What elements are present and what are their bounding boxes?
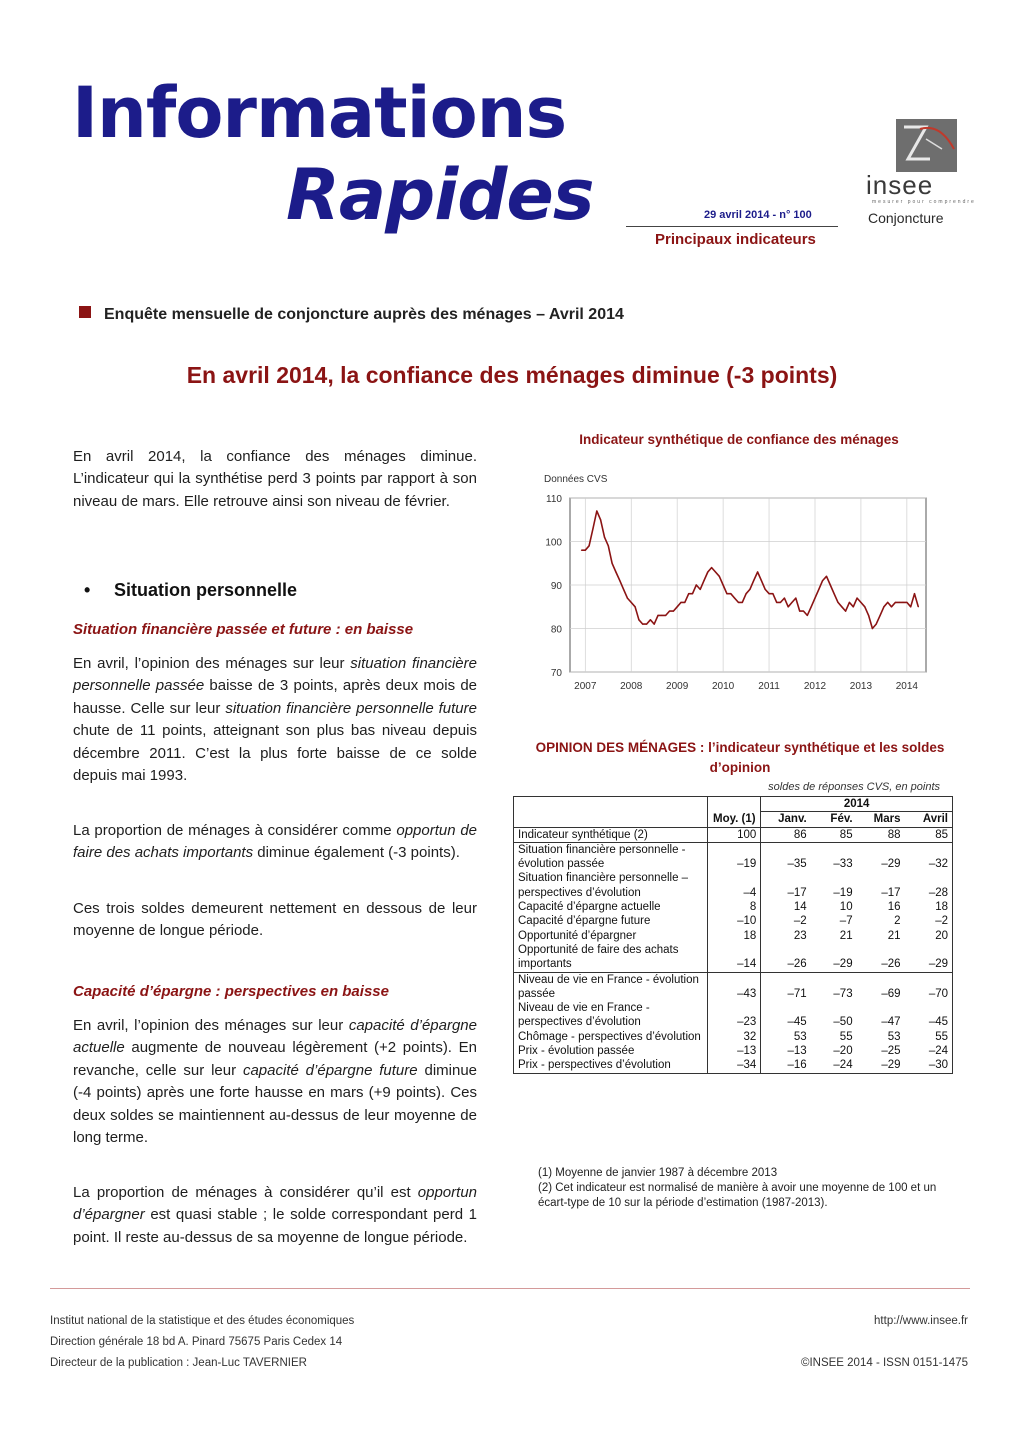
chart-ytick-label: 110	[546, 494, 562, 505]
table-row	[514, 871, 953, 900]
chart-point	[826, 576, 827, 577]
chart-xtick-label: 2008	[620, 681, 643, 692]
table-row-label: Niveau de vie en France - évolution passée	[514, 972, 708, 1001]
chart-point	[780, 602, 781, 603]
chart-point	[688, 593, 689, 594]
chart-ytick-label: 80	[550, 624, 562, 636]
chart-point	[776, 602, 777, 603]
chart-point	[592, 528, 593, 529]
table-cell: –26	[881, 958, 901, 971]
table-header-fev: Fév.	[811, 812, 857, 827]
chart-point	[669, 611, 670, 612]
chart-point	[784, 598, 785, 599]
headline: En avril 2014, la confiance des ménages diminue (-3 points)	[186, 362, 838, 388]
table-row-label: Opportunité de faire des achats importants	[514, 943, 708, 972]
table-cell: 55	[839, 1030, 853, 1043]
table-header-janv: Janv.	[761, 812, 811, 827]
table-cell: –17	[881, 886, 901, 899]
table-cell: –13	[708, 1044, 761, 1058]
section-title: Situation personnelle	[114, 580, 298, 600]
table-cell: 85	[839, 828, 853, 841]
table-year-header: 2014	[761, 797, 953, 812]
table-cell: –24	[905, 1044, 953, 1058]
chart-series-line	[582, 511, 919, 629]
chart-point	[604, 537, 605, 538]
chart-point	[692, 593, 693, 594]
chart-point	[746, 593, 747, 594]
table-cell: –50	[833, 1016, 853, 1029]
paragraph-epargner: La proportion de ménages à considérer qu’il est opportun d’épargner est quasi stable ; le solde correspondant perd 1 point. Il reste au-dessus de sa moyenne de longue période.	[73, 1184, 477, 1246]
table-cell: –4	[708, 871, 761, 900]
chart-point	[887, 602, 888, 603]
masthead-subtitle: Principaux indicateurs	[655, 231, 816, 248]
masthead-title-line2: Rapides	[286, 154, 594, 236]
chart-point	[788, 606, 789, 607]
table-row-label: Opportunité d’épargner	[514, 929, 708, 943]
chart-point	[883, 606, 884, 607]
table-row	[514, 842, 953, 871]
chart-point	[650, 619, 651, 620]
table-cell: –10	[708, 914, 761, 928]
table-row	[514, 914, 953, 928]
table-cell: 86	[761, 827, 811, 842]
table-row-label: Niveau de vie en France - perspectives d’évolution	[514, 1001, 708, 1030]
table-footnote-2: (2) Cet indicateur est normalisé de manière à avoir une moyenne de 100 et un écart-type de 10 sur la période d’estimation (1987-2013).	[538, 1182, 937, 1209]
chart-point	[860, 602, 861, 603]
chart-point	[834, 593, 835, 594]
footer-institute: Institut national de la statistique et des études économiques	[50, 1315, 355, 1327]
table-cell: –19	[708, 842, 761, 871]
table-cell: 2	[894, 915, 901, 928]
chart-xtick-label: 2007	[574, 681, 597, 692]
chart-point	[677, 606, 678, 607]
table-cell: 53	[887, 1030, 901, 1043]
table-cell: –2	[905, 914, 953, 928]
chart-point	[864, 606, 865, 607]
table-cell: 85	[905, 827, 953, 842]
chart-point	[738, 602, 739, 603]
table-cell: 18	[708, 929, 761, 943]
chart-point	[615, 571, 616, 572]
chart-point	[711, 567, 712, 568]
chart-point	[631, 602, 632, 603]
table-cell: 32	[708, 1030, 761, 1044]
table-cell: –35	[761, 842, 811, 871]
table-cell: –71	[761, 972, 811, 1001]
chart-point	[654, 624, 655, 625]
chart-xtick-label: 2012	[803, 681, 827, 692]
chart-point	[895, 602, 896, 603]
chart-point	[803, 611, 804, 612]
chart-point	[707, 571, 708, 572]
table-cell: –2	[761, 914, 811, 928]
chart-point	[600, 519, 601, 520]
table-cell: –32	[905, 842, 953, 871]
chart-point	[849, 602, 850, 603]
table-footnotes	[538, 1166, 938, 1211]
chart-point	[891, 606, 892, 607]
chart-point	[902, 602, 903, 603]
chart-point	[581, 550, 582, 551]
chart-xtick-label: 2010	[711, 681, 735, 692]
chart-xtick-label: 2009	[666, 681, 689, 692]
chart-point	[623, 589, 624, 590]
table-cell: –16	[761, 1058, 811, 1073]
issue-date: 29 avril 2014 - n° 100	[704, 209, 812, 221]
chart-point	[791, 602, 792, 603]
section-bullet-icon: •	[84, 580, 91, 600]
table-cell: –47	[881, 1016, 901, 1029]
masthead-title-line1: Informations	[72, 72, 567, 154]
table-cell: 14	[761, 900, 811, 914]
table-row	[514, 827, 953, 842]
chart-point	[757, 571, 758, 572]
chart-point	[761, 580, 762, 581]
table-cell: 16	[887, 901, 901, 914]
chart-point	[726, 593, 727, 594]
chart-point	[749, 589, 750, 590]
paragraph-soldes: Ces trois soldes demeurent nettement en dessous de leur moyenne de longue période.	[73, 900, 477, 940]
chart-point	[899, 602, 900, 603]
table-cell: –29	[857, 1058, 905, 1073]
table-cell: –69	[857, 972, 905, 1001]
table-row-label: Situation financière personnelle – perspectives d’évolution	[514, 871, 708, 900]
footer-copyright: ©INSEE 2014 - ISSN 0151-1475	[800, 1357, 968, 1369]
table-cell: –29	[833, 958, 853, 971]
chart-ytick-label: 90	[550, 581, 562, 592]
table-cell: –28	[905, 871, 953, 900]
chart-point	[665, 615, 666, 616]
table-row-label: Situation financière personnelle - évolution passée	[514, 842, 708, 871]
chart-point	[596, 510, 597, 511]
logo-series: Conjoncture	[868, 210, 944, 226]
table-row-label: Indicateur synthétique (2)	[514, 827, 708, 842]
logo-tagline: mesurer pour comprendre	[872, 199, 976, 205]
paragraph-achats: La proportion de ménages à considérer comme opportun de faire des achats importants diminue également (-3 points).	[73, 822, 477, 862]
chart-point	[700, 589, 701, 590]
chart-point	[914, 593, 915, 594]
table-cell: –23	[708, 1001, 761, 1030]
chart-point	[661, 615, 662, 616]
chart-point	[765, 589, 766, 590]
chart-point	[872, 628, 873, 629]
chart-point	[719, 576, 720, 577]
table-cell: 18	[905, 900, 953, 914]
table-unit-note: soldes de réponses CVS, en points	[768, 781, 940, 793]
opinion-table	[513, 796, 953, 1074]
chart-point	[818, 589, 819, 590]
chart-point	[635, 606, 636, 607]
table-cell: –45	[761, 1001, 811, 1030]
chart-point	[814, 598, 815, 599]
chart-point	[769, 593, 770, 594]
chart-point	[830, 584, 831, 585]
table-cell: –34	[708, 1058, 761, 1073]
chart-point	[703, 580, 704, 581]
chart-point	[715, 571, 716, 572]
chart-point	[680, 602, 681, 603]
chart-point	[642, 624, 643, 625]
table-cell: 100	[708, 827, 761, 842]
table-cell: –30	[905, 1058, 953, 1073]
chart-point	[811, 606, 812, 607]
chart-point	[684, 602, 685, 603]
chart-point	[589, 545, 590, 546]
chart-point	[918, 606, 919, 607]
table-row	[514, 929, 953, 943]
chart-point	[906, 602, 907, 603]
chart-title: Indicateur synthétique de confiance des ménages	[579, 432, 899, 447]
table-cell: –43	[708, 972, 761, 1001]
table-row	[514, 1044, 953, 1058]
table-cell: –25	[881, 1045, 901, 1058]
subsection-title-finances: Situation financière passée et future : en baisse	[73, 621, 414, 638]
logo-wordmark: insee	[866, 170, 934, 200]
chart-point	[876, 624, 877, 625]
table-row-label: Capacité d’épargne future	[514, 914, 708, 928]
chart-ytick-label: 70	[550, 668, 562, 679]
chart-point	[807, 615, 808, 616]
table-cell: 10	[839, 901, 853, 914]
chart-point	[627, 598, 628, 599]
table-cell: 8	[708, 900, 761, 914]
chart-point	[799, 611, 800, 612]
table-cell: 53	[761, 1030, 811, 1044]
table-cell: 88	[887, 828, 901, 841]
table-row-label: Prix - perspectives d’évolution	[514, 1058, 708, 1073]
table-cell: –14	[708, 943, 761, 972]
paragraph-finances: En avril, l’opinion des ménages sur leur situation financière personnelle passée baisse de 3 points, après deux mois de hausse. Celle sur leur situation financière personnelle future chute de 11 points, atteignant son plus bas niveau depuis décembre 2011. C’est la plus forte baisse de ce solde depuis mai 1993.	[73, 655, 478, 785]
chart-point	[673, 611, 674, 612]
table-cell: –19	[833, 886, 853, 899]
chart-point	[753, 580, 754, 581]
table-title: OPINION DES MÉNAGES : l’indicateur synthétique et les soldes d’opinion	[535, 740, 945, 775]
chart-point	[822, 580, 823, 581]
chart-point	[619, 580, 620, 581]
table-cell: –29	[905, 943, 953, 972]
intro-paragraph: En avril 2014, la confiance des ménages diminue. L’indicateur qui la synthétise perd 3 points par rapport à son niveau de mars. Elle retrouve ainsi son niveau de février.	[73, 448, 477, 510]
chart-point	[730, 593, 731, 594]
chart-point	[585, 550, 586, 551]
table-row	[514, 972, 953, 1001]
table-row-label: Capacité d’épargne actuelle	[514, 900, 708, 914]
chart-point	[841, 606, 842, 607]
table-cell: 55	[905, 1030, 953, 1044]
insee-logo-icon	[896, 119, 957, 172]
chart-point	[853, 606, 854, 607]
table-cell: –73	[811, 972, 857, 1001]
chart-xtick-label: 2013	[849, 681, 873, 692]
chart-point	[696, 584, 697, 585]
chart-point	[880, 615, 881, 616]
table-header-avril: Avril	[905, 812, 953, 827]
table-header-mars: Mars	[857, 812, 905, 827]
table-cell: –33	[811, 842, 857, 871]
confidence-chart	[530, 470, 930, 700]
subsection-title-epargne: Capacité d’épargne : perspectives en baisse	[73, 983, 389, 1000]
table-row	[514, 943, 953, 972]
table-cell: –24	[811, 1058, 857, 1073]
chart-point	[638, 619, 639, 620]
table-row-label: Prix - évolution passée	[514, 1044, 708, 1058]
chart-point	[734, 598, 735, 599]
chart-point	[837, 602, 838, 603]
table-cell: –7	[839, 915, 853, 928]
table-cell: 20	[905, 929, 953, 943]
chart-point	[646, 624, 647, 625]
chart-point	[868, 615, 869, 616]
table-row	[514, 1001, 953, 1030]
footer-divider	[50, 1288, 970, 1289]
footer-director: Directeur de la publication : Jean-Luc TAVERNIER	[50, 1357, 307, 1369]
bullet-square-icon	[79, 306, 91, 318]
table-cell: –17	[761, 871, 811, 900]
chart-point	[910, 606, 911, 607]
table-header-moy: Moy. (1)	[708, 812, 761, 827]
footer-address: Direction générale 18 bd A. Pinard 75675 Paris Cedex 14	[50, 1336, 343, 1348]
table-cell: 23	[761, 929, 811, 943]
masthead-divider	[626, 226, 838, 227]
chart-xtick-label: 2011	[758, 681, 780, 692]
footer-url[interactable]: http://www.insee.fr	[874, 1315, 968, 1327]
table-cell: –20	[833, 1045, 853, 1058]
paragraph-epargne: En avril, l’opinion des ménages sur leur capacité d’épargne actuelle augmente de nouveau légèrement (+2 points). En revanche, celle sur leur capacité d’épargne future diminue (-4 points) après une forte hausse en mars (+9 points). Ces deux soldes se maintiennent au-dessus de leur moyenne de long terme.	[73, 1017, 478, 1147]
table-cell: –26	[761, 943, 811, 972]
table-footnote-1: (1) Moyenne de janvier 1987 à décembre 2013	[538, 1167, 778, 1179]
chart-point	[657, 615, 658, 616]
chart-point	[857, 598, 858, 599]
chart-point	[608, 545, 609, 546]
chart-point	[795, 598, 796, 599]
chart-point	[612, 563, 613, 564]
table-cell: 21	[839, 929, 853, 942]
table-row	[514, 1058, 953, 1073]
chart-ytick-label: 100	[545, 537, 562, 549]
table-cell: –45	[905, 1001, 953, 1030]
table-corner	[514, 797, 708, 812]
chart-point	[742, 602, 743, 603]
table-row	[514, 900, 953, 914]
chart-xtick-label: 2014	[895, 681, 918, 692]
table-row-label: Chômage - perspectives d’évolution	[514, 1030, 708, 1044]
chart-point	[845, 611, 846, 612]
table-cell: –13	[761, 1044, 811, 1058]
chart-point	[723, 584, 724, 585]
chart-point	[772, 593, 773, 594]
chart-ylabel: Données CVS	[544, 474, 608, 485]
survey-title: Enquête mensuelle de conjoncture auprès des ménages – Avril 2014	[104, 306, 624, 323]
table-cell: 21	[887, 929, 901, 942]
table-row	[514, 1030, 953, 1044]
table-cell: –70	[905, 972, 953, 1001]
table-cell: –29	[857, 842, 905, 871]
